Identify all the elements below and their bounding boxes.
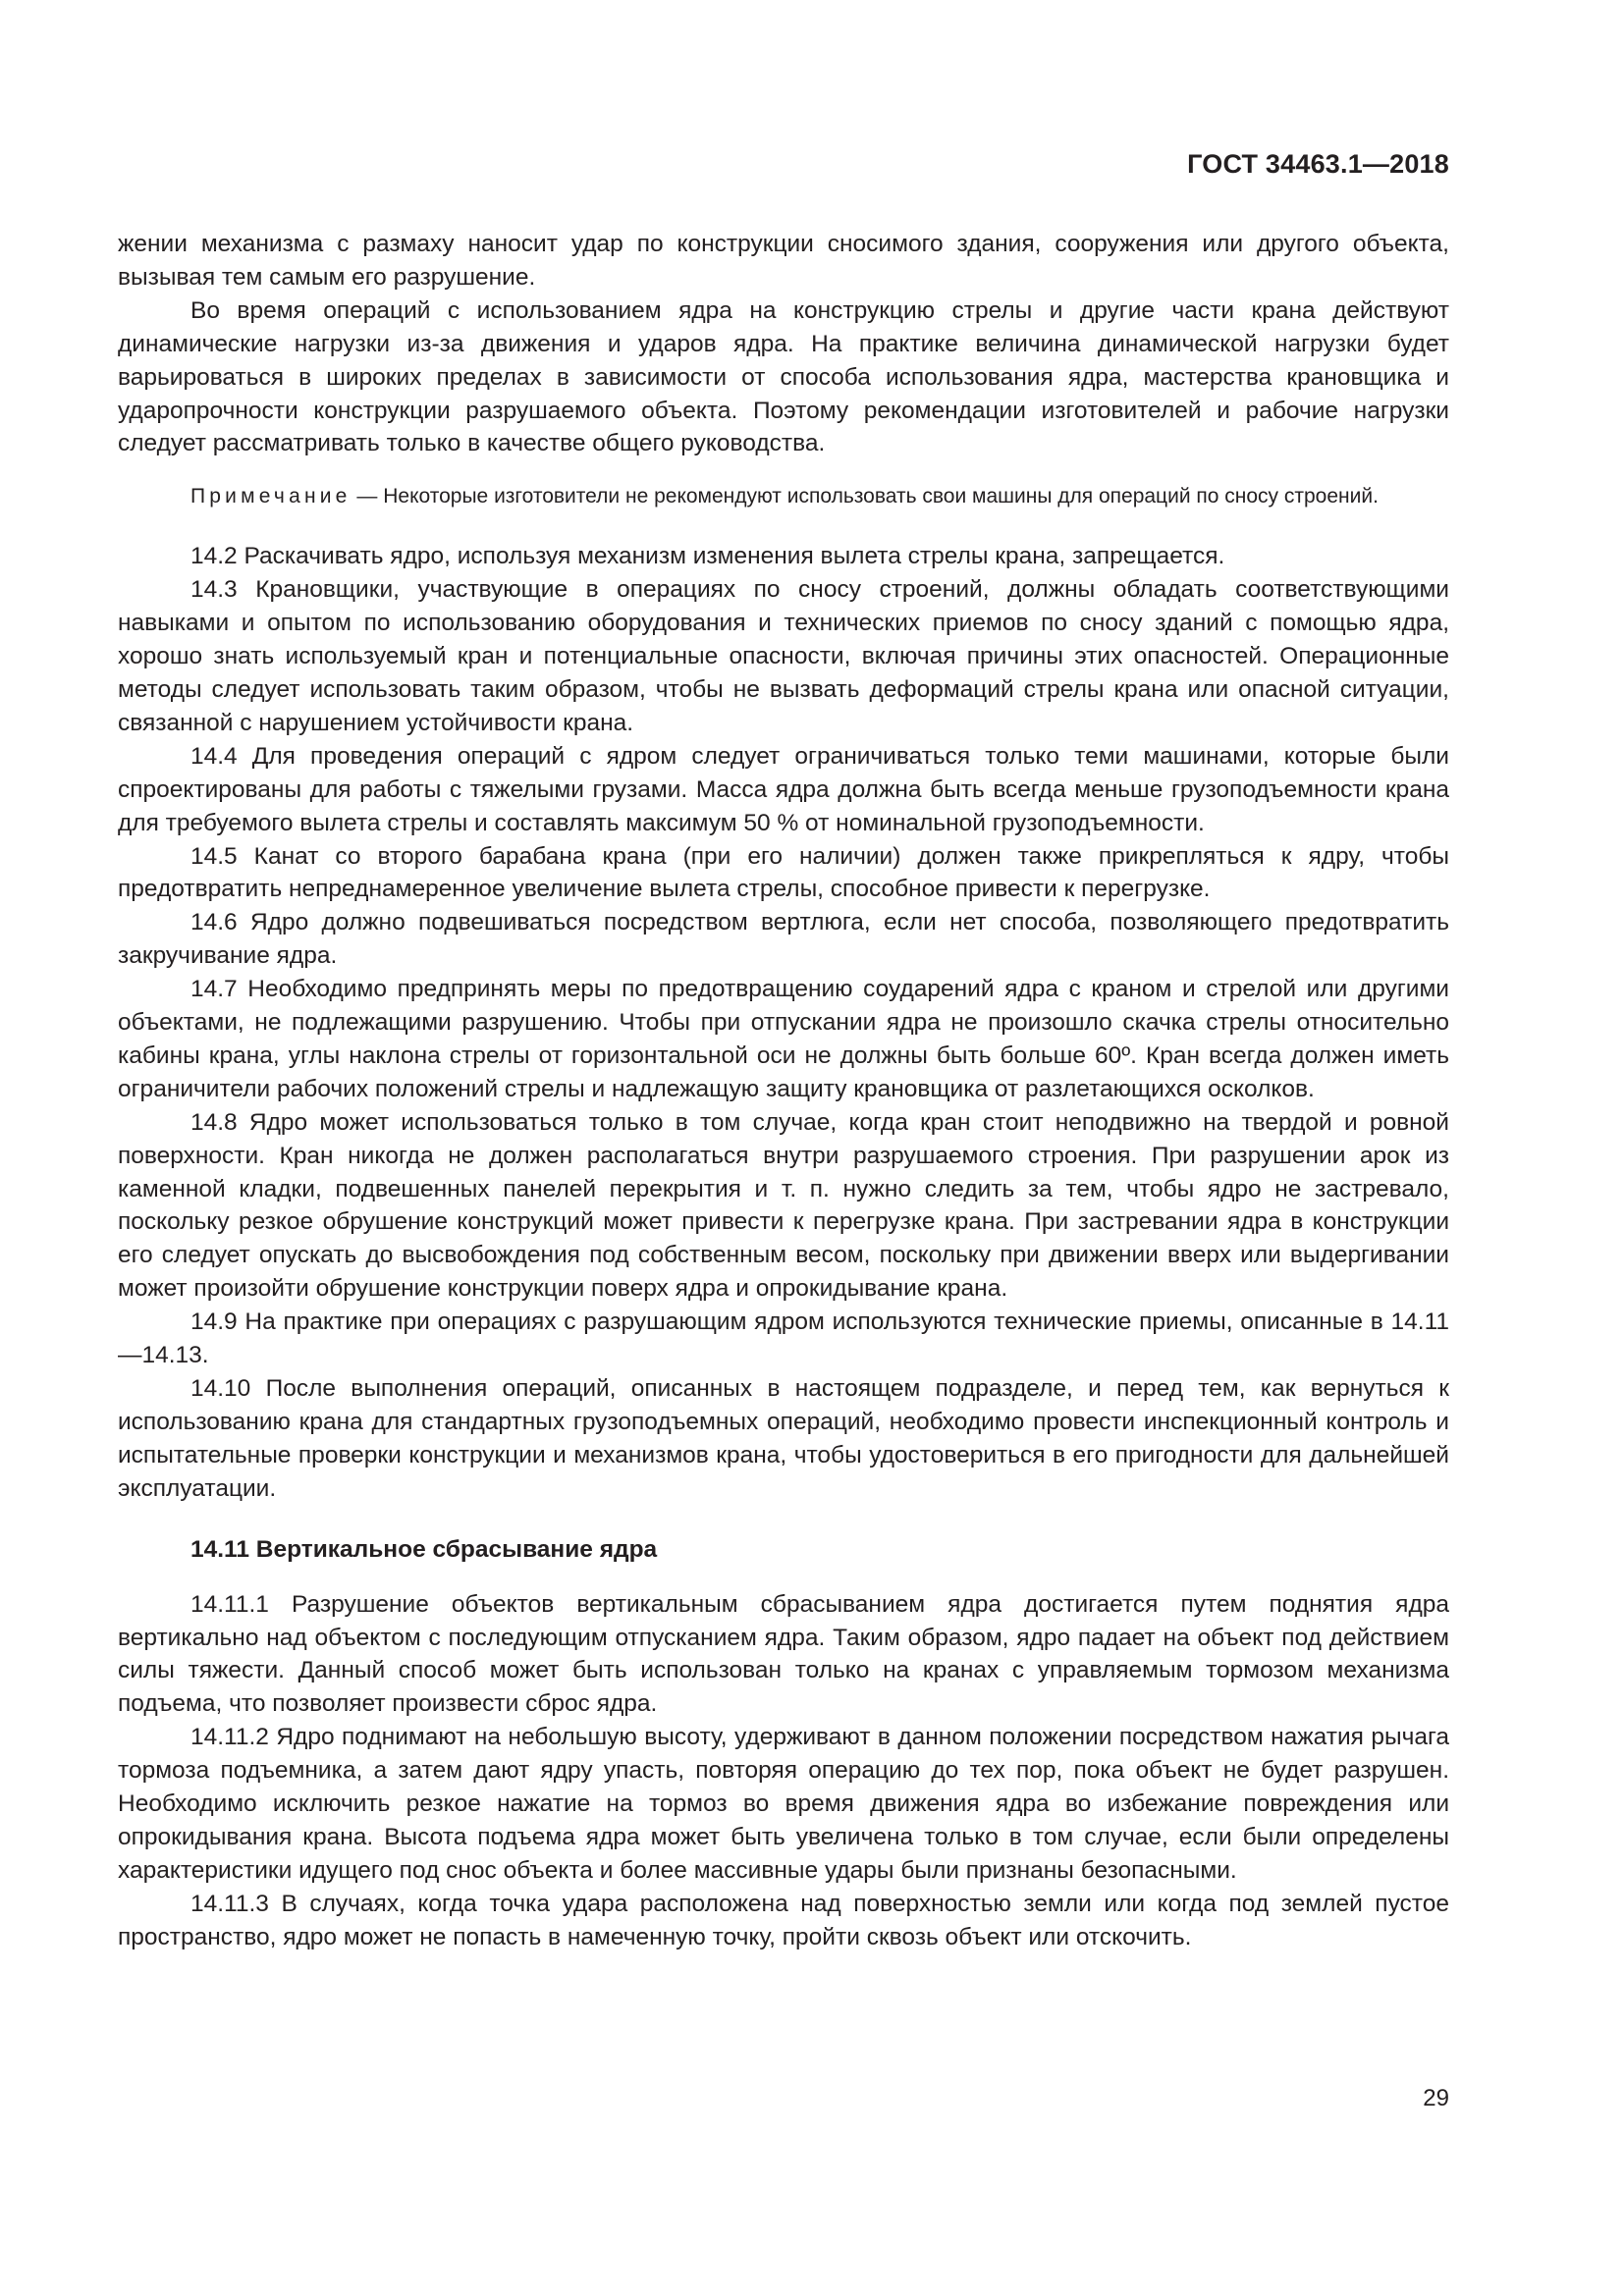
paragraph-dynamic-loads: Во время операций с использованием ядра на конструкцию стрелы и другие части крана действуют динамические нагрузки из-за движения и ударов ядра. На практике величина динамической нагрузки будет варьироваться в широких пределах в зависимости от способа использования ядра, мастерства крановщика и ударопрочности конструкции разрушаемого объекта. Поэтому рекомендации изготовителей и рабочие нагрузки следует рассматривать только в качестве общего руководства.: [118, 296, 1449, 457]
standard-designation: ГОСТ 34463.1—2018: [1187, 149, 1449, 179]
clause-14-3: 14.3 Крановщики, участвующие в операциях по сносу строений, должны обладать соответствующими навыками и опытом по использованию оборудования и технических приемов по сносу зданий с помощью ядра, хорошо знать используемый кран и потенциальные опасности, включая причины этих опасностей. Операционные методы следует использовать таким образом, чтобы не вызвать деформаций стрелы крана или опасной ситуации, связанной с нарушением устойчивости крана.: [118, 576, 1449, 736]
clause-14-11-3: 14.11.3 В случаях, когда точка удара расположена над поверхностью земли или когда под землей пустое пространство, ядро может не попасть в намеченную точку, пройти сквозь объект или отскочить.: [118, 1890, 1449, 1950]
note: [118, 482, 1449, 511]
clause-14-9: 14.9 На практике при операциях с разрушающим ядром используются технические приемы, описанные в 14.11—14.13.: [118, 1308, 1449, 1369]
clause-14-11-1: 14.11.1 Разрушение объектов вертикальным сбрасыванием ядра достигается путем поднятия ядра вертикально над объектом с последующим отпусканием ядра. Таким образом, ядро падает на объект под действием силы тяжести. Данный способ может быть использован только на кранах с управляемым тормозом механизма подъема, что позволяет произвести сброс ядра.: [118, 1590, 1449, 1718]
note-text: — Некоторые изготовители не рекомендуют использовать свои машины для операций по сносу строений.: [351, 485, 1379, 508]
note-label: Примечание: [190, 485, 352, 508]
page-content: [118, 228, 1449, 1954]
clause-14-5: 14.5 Канат со второго барабана крана (при его наличии) должен также прикрепляться к ядру, чтобы предотвратить непреднамеренное увеличение вылета стрелы, способное привести к перегрузке.: [118, 842, 1449, 903]
section-heading-14-11: 14.11 Вертикальное сбрасывание ядра: [190, 1535, 658, 1563]
clause-14-7: 14.7 Необходимо предпринять меры по предотвращению соударений ядра с краном и стрелой или другими объектами, не подлежащими разрушению. Чтобы при отпускании ядра не произошло скачка стрелы относительно кабины крана, углы наклона стрелы от горизонтальной оси не должны быть больше 60º. Кран всегда должен иметь ограничители рабочих положений стрелы и надлежащую защиту крановщика от разлетающихся осколков.: [118, 976, 1449, 1102]
clause-14-4: 14.4 Для проведения операций с ядром следует ограничиваться только теми машинами, которые были спроектированы для работы с тяжелыми грузами. Масса ядра должна быть всегда меньше грузоподъемности крана для требуемого вылета стрелы и составлять максимум 50 % от номинальной грузоподъемности.: [118, 742, 1449, 836]
clause-14-8: 14.8 Ядро может использоваться только в том случае, когда кран стоит неподвижно на твердой и ровной поверхности. Кран никогда не должен располагаться внутри разрушаемого строения. При разрушении арок из каменной кладки, подвешенных панелей перекрытия и т. п. нужно следить за тем, чтобы ядро не застревало, поскольку резкое обрушение конструкций может привести к перегрузке крана. При застревании ядра в конструкции его следует опускать до высвобождения под собственным весом, поскольку при движении вверх или выдергивании может произойти обрушение конструкции поверх ядра и опрокидывание крана.: [118, 1108, 1449, 1303]
paragraph-continuation: жении механизма с размаху наносит удар по конструкции сносимого здания, сооружения или другого объекта, вызывая тем самым его разрушение.: [118, 231, 1449, 291]
clause-14-6: 14.6 Ядро должно подвешиваться посредством вертлюга, если нет способа, позволяющего предотвратить закручивание ядра.: [118, 909, 1449, 970]
clause-14-11-2: 14.11.2 Ядро поднимают на небольшую высоту, удерживают в данном положении посредством нажатия рычага тормоза подъемника, а затем дают ядру упасть, повторяя операцию до тех пор, пока объект не будет разрушен. Необходимо исключить резкое нажатие на тормоз во время движения ядра во избежание повреждения или опрокидывания крана. Высота подъема ядра может быть увеличена только в том случае, если были определены характеристики идущего под снос объекта и более массивные удары были признаны безопасными.: [118, 1724, 1449, 1884]
clause-14-2: 14.2 Раскачивать ядро, используя механизм изменения вылета стрелы крана, запрещается.: [190, 543, 1225, 570]
clause-14-10: 14.10 После выполнения операций, описанных в настоящем подразделе, и перед тем, как вернуться к использованию крана для стандартных грузоподъемных операций, необходимо провести инспекционный контроль и испытательные проверки конструкции и механизмов крана, чтобы удостовериться в его пригодности для дальнейшей эксплуатации.: [118, 1375, 1449, 1502]
page-number: 29: [1423, 2085, 1449, 2111]
